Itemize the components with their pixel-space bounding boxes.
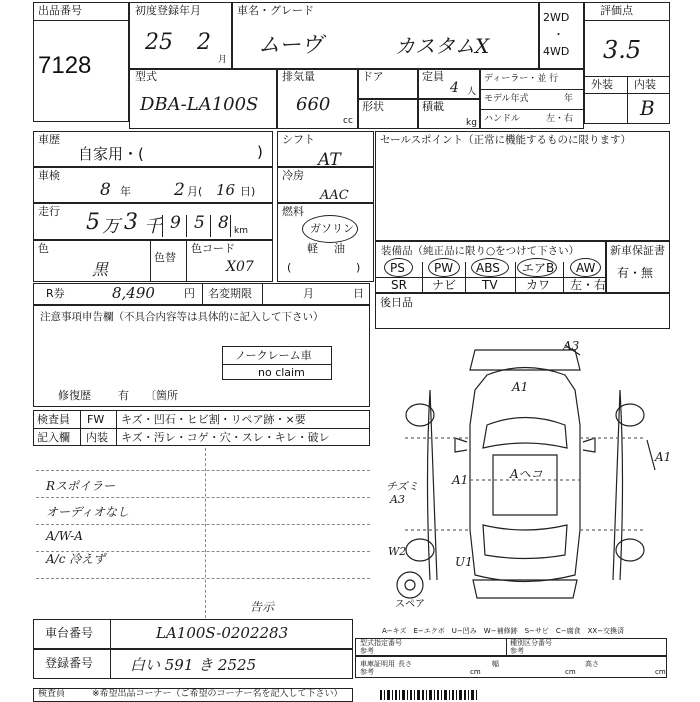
mileage-u1: 万 [102,216,120,237]
fuel-oil: 油 [334,242,345,255]
drive-4wd: 4WD [543,45,570,58]
fuel-light: 軽 [307,242,318,255]
rear-window [483,525,567,559]
grid-line [36,524,370,525]
divider [230,215,231,237]
grid-line [36,497,370,498]
transfer-month: 月 [303,287,314,300]
fuel-rp: ) [356,261,361,274]
capacity-label: 定員 [422,70,444,83]
displacement-value: 660 [296,94,331,115]
name-grade-label: 車名・グレード [237,4,314,17]
sales-points-label: セールスポイント（正常に機能するものに限ります） [380,134,632,146]
handle-label: ハンドル [484,114,521,124]
history-close: ) [257,143,263,161]
history-label: 車歴 [38,133,60,146]
divider [480,109,584,110]
warranty-label: 新車保証書 [610,244,665,257]
dealer-label: ディーラー・並 行 [484,74,559,84]
divider [33,428,370,429]
color-change-label: 色替 [154,251,176,264]
recycle-label: R券 [46,287,65,300]
note-left-side: チズミ [386,480,419,493]
dims-width: 幅 [492,660,499,668]
fw-items: キズ・凹石・ヒビ割・リペア跡・×要 [121,413,306,426]
notes-label: 注意事項申告欄（不具合内容等は具体的に記入して下さい） [40,311,324,323]
repair-part: 〔箇所 [145,389,178,402]
inspection-year-unit: 年 [120,185,131,198]
wheel [616,404,644,426]
handnote-1: Rスポイラー [46,479,116,493]
equip-sr: SR [391,278,407,292]
model-label: 型式 [135,70,157,83]
equip-navi: ナビ [432,278,457,292]
note-a3-top: A3 [563,339,580,353]
transfer-day: 日 [353,287,364,300]
divider [563,262,564,293]
aircon-value: AAC [320,188,349,203]
note-center: Aヘコ [510,467,543,481]
divider [584,20,670,21]
inspection-label: 車検 [38,169,60,182]
inspection-year: 8 [100,180,111,200]
dims-cm-2: cm [565,668,576,676]
repair-label: 修復歴 [58,389,91,402]
divider [202,283,203,305]
fuel-gas: ガソリン [310,222,354,235]
left-side [428,390,438,580]
circle-mark [471,258,509,277]
spec-ref-2: 参考 [510,647,524,655]
exterior-label: 外装 [591,78,613,91]
divider [506,638,507,656]
dims-ref: 参考 [360,668,374,676]
mirror-left [455,438,467,452]
equip-pw: PW [434,261,454,275]
equip-aw: AW [576,261,596,275]
model-year-label: モデル年式 [484,94,529,104]
drive-2wd: 2WD [543,11,570,24]
circle-mark [384,258,413,277]
first-reg-label: 初度登録年月 [135,4,201,17]
interior-items: キズ・汚レ・コゲ・穴・スレ・キレ・破レ [121,431,330,444]
note-a1-right: A1 [655,450,672,464]
mileage-d2: 3 [124,210,138,235]
history-box [33,131,273,167]
equip-ps: PS [390,261,405,275]
roof [493,455,557,515]
inspector-label: 検査員 [37,413,70,426]
rear-seat-box [375,293,670,329]
recycle-unit: 円 [184,287,195,300]
note-w2: W2 [388,545,407,558]
dims-length: 長さ [398,660,412,668]
record-label: 記入欄 [37,431,70,444]
note-left-side2: A3 [390,493,405,506]
displacement-label: 排気量 [282,70,315,83]
divider [222,364,332,365]
equip-abs: ABS [476,261,500,275]
wheel [616,539,644,561]
mileage-unit: km [234,226,248,236]
lot-number: 7128 [38,52,92,79]
footer-label: 検査員 [38,689,66,699]
fuel-lp: ( [287,261,292,274]
capacity-unit: 人 [467,87,477,97]
rating-score: 3.5 [603,36,642,64]
grid-line [36,578,370,579]
fuel-label: 燃料 [282,205,304,218]
chassis-label: 車台番号 [45,626,94,640]
divider [162,215,163,237]
interior-row-label: 内装 [86,431,108,444]
chassis-value: LA100S-0202283 [156,624,289,642]
mileage-d3: 9 [170,213,181,233]
divider [186,215,187,237]
damage-legend: A−キズ E−エクボ U−凹み W−補修跡 S−サビ C−腐食 XX−交換済 [382,627,625,635]
interior-label: 内装 [634,78,656,91]
equip-lr: 左・右 [570,278,607,292]
divider [627,76,628,124]
handle-options: 左・右 [546,114,574,124]
equipment-label: 装備品（純正品に限り○をつけて下さい） [381,245,580,257]
model-year-unit: 年 [564,94,574,104]
grid-line [205,448,206,618]
transfer-label: 名変期限 [208,287,252,300]
divider [186,240,187,282]
divider [116,410,117,446]
note-a1-left: A1 [452,473,469,487]
mileage-label: 走行 [38,205,60,218]
first-reg-month: 2 [197,30,211,55]
history-value: 自家用・( [78,145,144,163]
color-code-value: X07 [226,259,254,275]
lot-label: 出品番号 [38,4,82,17]
aircon-label: 冷房 [282,169,304,182]
drive-dot: ・ [553,28,564,41]
circle-mark [517,258,557,277]
color-value: 黒 [92,260,109,279]
note-a1-top: A1 [512,380,529,394]
divider [422,262,423,293]
load-unit: kg [466,118,477,128]
noclaim-en: no claim [258,366,305,379]
inspection-month-unit: 月( [187,185,203,198]
spec-label-1: 型式指定番号 [360,639,402,647]
note-u1: U1 [455,555,473,569]
divider [33,20,129,21]
interior-grade: B [640,96,655,120]
inspection-month: 2 [174,180,185,200]
spare-tire-hub [405,580,415,590]
shift-value: AT [318,150,341,170]
reg-value: 白い 591 き 2525 [130,656,257,674]
first-reg-year: 25 [145,30,173,55]
sales-points-box [375,131,670,241]
wheel [406,404,434,426]
mirror-right [583,438,595,452]
warranty-value: 有・無 [617,266,654,280]
divider [80,410,81,446]
dims-height: 高さ [585,660,599,668]
mileage-d5: 8 [218,213,229,233]
rear-seat-label: 後日品 [380,296,413,309]
color-code-label: 色コード [191,242,235,255]
dims-label: 車庫証明用 [360,660,395,668]
car-name: ムーヴ [258,33,323,58]
first-reg-month-unit: 月 [218,55,228,65]
recycle-value: 8,490 [112,284,155,302]
wheel [406,539,434,561]
fw-label: FW [87,413,105,426]
dims-cm-3: cm [655,668,666,676]
right-side [613,390,623,580]
inspection-day: 16 [216,181,236,199]
pen-note: 告示 [250,600,275,614]
inspection-box [33,167,273,203]
handnote-2: オーディオなし [46,505,130,519]
color-label: 色 [38,242,49,255]
equip-airbag: エアB [522,261,555,275]
divider [584,93,670,94]
car-grade: カスタムX [395,34,490,58]
spare-label: スペア [395,599,425,610]
mileage-d1: 5 [86,210,100,235]
circle-mark [570,258,601,277]
reg-label: 登録番号 [45,656,94,670]
mileage-u2: 千 [144,216,162,237]
handnote-4: A/c 冷えず [46,552,106,566]
divider [210,215,211,237]
spec-label-2: 種別区分番号 [510,639,552,647]
mileage-d4: 5 [194,213,205,233]
divider [465,262,466,293]
windshield [483,418,567,449]
capacity-value: 4 [450,80,459,96]
model-value: DBA-LA100S [140,94,259,115]
divider [515,262,516,293]
door-label: ドア [362,70,384,83]
rating-label: 評価点 [600,4,633,17]
noclaim-jp: ノークレーム車 [235,349,312,362]
load-label: 積載 [422,100,444,113]
spec-ref-1: 参考 [360,647,374,655]
divider [262,283,263,305]
equip-leather: カワ [526,278,551,292]
footer-text: ※希望出品コーナー（ご希望のコーナー名を記入して下さい） [92,689,343,699]
shift-label: シフト [282,133,315,146]
equip-tv: TV [482,278,498,292]
repair-have: 有 [118,389,129,402]
rear-bumper [473,580,577,598]
inspection-day-unit: 日) [240,185,256,198]
handnote-3: A/W-A [46,529,83,543]
barcode [380,690,500,700]
displacement-unit: cc [343,116,353,126]
spare-tire [397,572,423,598]
shape-label: 形状 [362,100,384,113]
divider [150,240,151,282]
grid-line [36,470,370,471]
circle-mark [428,258,460,277]
divider [480,89,584,90]
dims-cm-1: cm [470,668,481,676]
